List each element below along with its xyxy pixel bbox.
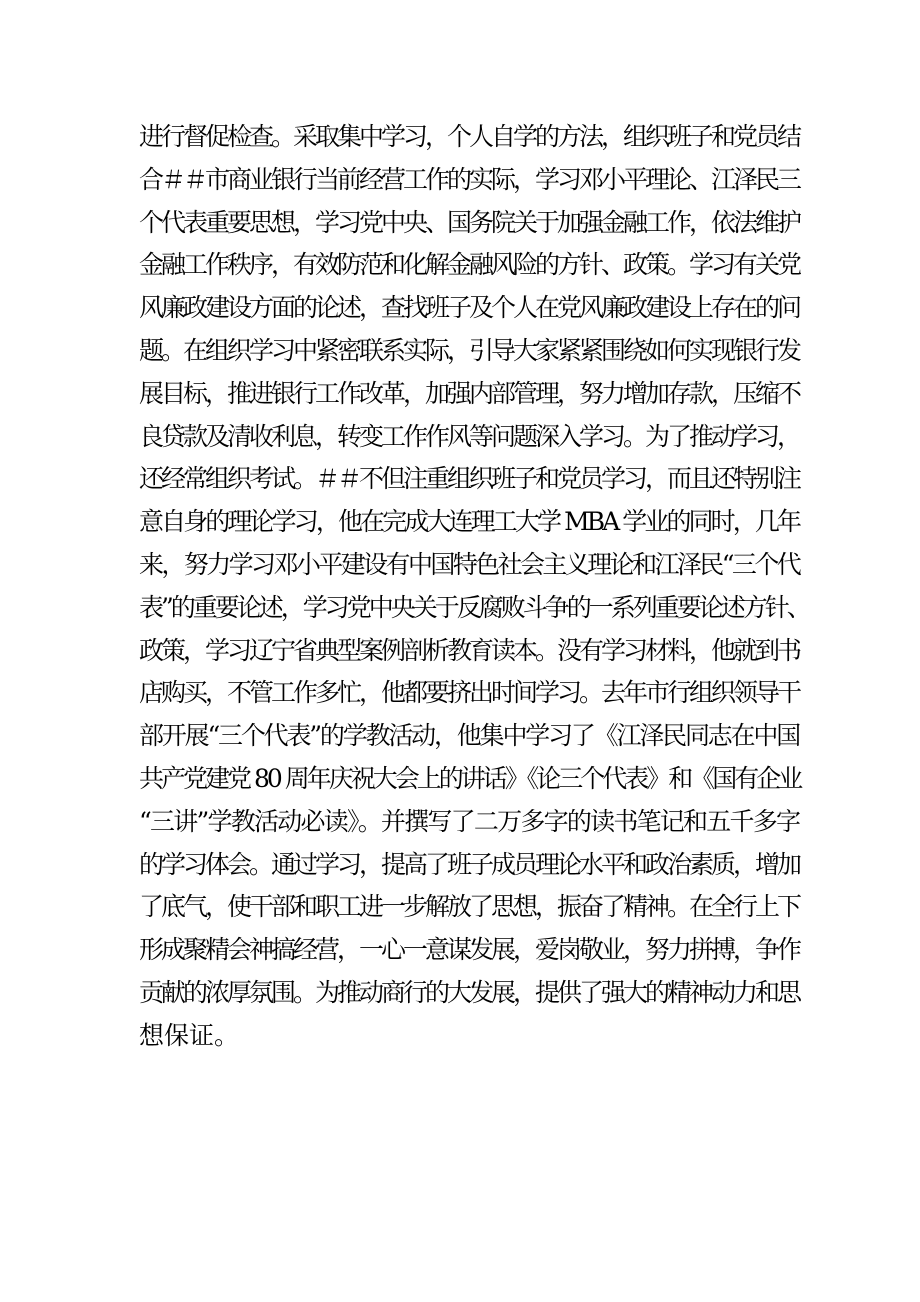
body-paragraph <box>139 116 809 1058</box>
text-line: 合＃＃市商业银行当前经营工作的实际，学习邓小平理论、江泽民三 <box>139 164 800 194</box>
text-line: 贡献的浓厚氛围。为推动商行的大发展，提供了强大的精神动力和思 <box>139 977 800 1007</box>
text-line: 来，努力学习邓小平建设有中国特色社会主义理论和江泽民“三个代 <box>139 549 799 579</box>
text-line: 共产党建党 80 周年庆祝大会上的讲话》《论三个代表》和《国有企业 <box>139 763 801 793</box>
text-line: 个代表重要思想，学习党中央、国务院关于加强金融工作，依法维护 <box>139 207 800 237</box>
text-line: 金融工作秩序，有效防范和化解金融风险的方针、政策。学习有关党 <box>139 250 800 280</box>
text-line: 题。在组织学习中紧密联系实际，引导大家紧紧围绕如何实现银行发 <box>139 335 800 365</box>
text-line: 了底气，使干部和职工进一步解放了思想，振奋了精神。在全行上下 <box>139 892 800 922</box>
text-line: 风廉政建设方面的论述，查找班子及个人在党风廉政建设上存在的问 <box>139 293 800 323</box>
text-line: 政策，学习辽宁省典型案例剖析教育读本。没有学习材料，他就到书 <box>139 635 800 665</box>
text-line: 部开展“三个代表”的学教活动，他集中学习了《江泽民同志在中国 <box>139 721 799 751</box>
text-line: 表”的重要论述，学习党中央关于反腐败斗争的一系列重要论述方针、 <box>139 592 809 622</box>
text-line: 的学习体会。通过学习，提高了班子成员理论水平和政治素质，增加 <box>139 849 800 879</box>
text-line: 意自身的理论学习，他在完成大连理工大学 MBA 学业的同时，几年 <box>139 507 799 537</box>
text-line: 店购买，不管工作多忙，他都要挤出时间学习。去年市行组织领导干 <box>139 678 800 708</box>
text-line: 进行督促检查。采取集中学习，个人自学的方法，组织班子和党员结 <box>139 122 800 151</box>
text-line: 形成聚精会神搞经营，一心一意谋发展，爱岗敬业，努力拼搏，争作 <box>139 935 800 965</box>
text-line: 想保证。 <box>139 1020 240 1050</box>
text-line: “三讲”学教活动必读》。并撰写了二万多字的读书笔记和五千多字 <box>139 806 799 836</box>
text-line: 展目标，推进银行工作改革，加强内部管理，努力增加存款，压缩不 <box>139 378 800 408</box>
text-line: 良贷款及清收利息，转变工作作风等问题深入学习。为了推动学习， <box>139 421 800 451</box>
text-line: 还经常组织考试。＃＃不但注重组织班子和党员学习，而且还特别注 <box>139 464 800 494</box>
